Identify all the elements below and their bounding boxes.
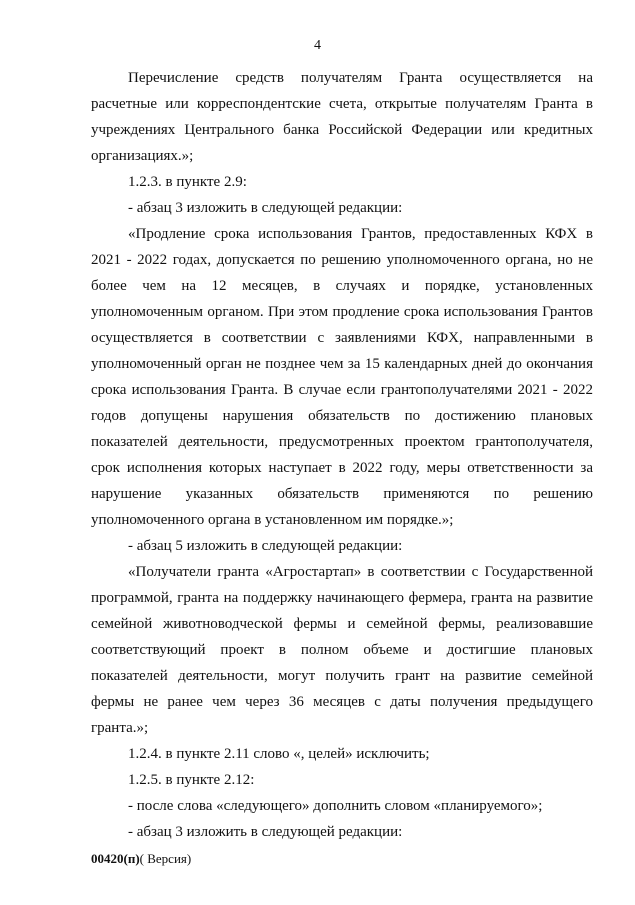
paragraph-transfer-of-funds: Перечисление средств получателям Гранта осуществляется на расчетные или корреспондентские счета, открытые получателям Гранта в учреждениях Центрального банка Российской Федерации или кредитных организациях.»;: [91, 70, 593, 164]
document-version: ( Версия): [139, 851, 192, 866]
paragraph-grant-recipients: «Получатели гранта «Агростартап» в соответствии с Государственной программой, гранта на поддержку начинающего фермера, гранта на развитие семейной животноводческой фермы и семейной фермы, реализовавшие соответствующий проект в полном объеме и достигшие плановых показателей деятельности, могут получить грант на развитие семейной фермы не ранее чем через 36 месяцев с даты получения предыдущего гранта.»;: [91, 564, 593, 736]
document-body: [91, 65, 593, 845]
paragraph-item-1-2-3: 1.2.3. в пункте 2.9:: [128, 174, 247, 190]
paragraph-clause-3-heading: - абзац 3 изложить в следующей редакции:: [128, 200, 403, 216]
paragraph-add-word: - после слова «следующего» дополнить словом «планируемого»;: [128, 798, 543, 814]
paragraph-clause-5-heading: - абзац 5 изложить в следующей редакции:: [128, 538, 403, 554]
paragraph-item-1-2-4: 1.2.4. в пункте 2.11 слово «, целей» исключить;: [128, 746, 430, 762]
page-number: 4: [314, 38, 321, 53]
document-footer: [91, 851, 191, 867]
paragraph-item-1-2-5: 1.2.5. в пункте 2.12:: [128, 772, 255, 788]
paragraph-clause-3-heading-2: - абзац 3 изложить в следующей редакции:: [128, 824, 403, 840]
paragraph-grant-extension: «Продление срока использования Грантов, предоставленных КФХ в 2021 - 2022 годах, допускается по решению уполномоченного органа, но не более чем на 12 месяцев, в случаях и порядке, установленных уполномоченным органом. При этом продление срока использования Грантов осуществляется в соответствии с заявлениями КФХ, направленными в уполномоченный орган не позднее чем за 15 календарных дней до окончания срока использования Гранта. В случае если грантополучателями 2021 - 2022 годов допущены нарушения обязательств по достижению плановых показателей деятельности, предусмотренных проектом грантополучателя, срок исполнения которых наступает в 2022 году, меры ответственности за нарушение указанных обязательств применяются по решению уполномоченного органа в установленном им порядке.»;: [91, 226, 593, 528]
document-code: 00420(п): [91, 851, 140, 866]
